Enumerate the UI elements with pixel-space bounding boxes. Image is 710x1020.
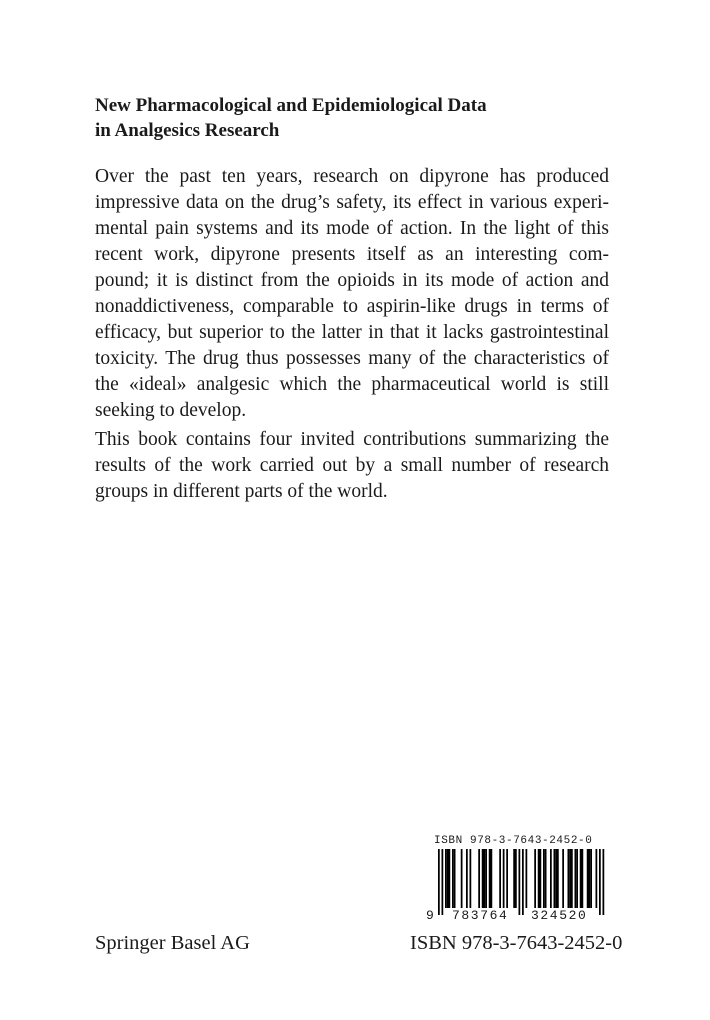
paragraph-line: Over the past ten years, research on dipyrone has produced: [95, 166, 609, 187]
barcode-bar: [482, 849, 484, 908]
barcode-bar: [555, 849, 557, 908]
barcode-bar: [478, 849, 480, 908]
paragraph-line: efficacy, but superior to the latter in that it lacks gastrointestinal: [95, 322, 609, 343]
barcode-digits-left: 783764: [452, 908, 509, 923]
barcode-digits-right: 324520: [531, 908, 588, 923]
barcode-bar: [543, 849, 545, 908]
barcode-bar: [499, 849, 501, 908]
barcode-isbn-label: ISBN 978-3-7643-2452-0: [434, 835, 593, 847]
barcode-bar: [503, 849, 505, 908]
paragraph-line: results of the work carried out by a small number of research: [95, 455, 609, 476]
barcode-bar: [599, 849, 601, 915]
description-paragraph-2: [95, 427, 609, 505]
barcode-digit-first: 9: [426, 908, 434, 923]
barcode-bar: [454, 849, 456, 908]
paragraph-line: This book contains four invited contributions summarizing the: [95, 429, 609, 450]
barcode-bar: [461, 849, 463, 908]
barcode-bar: [568, 849, 570, 908]
barcode-bar: [484, 849, 486, 908]
barcode-bar: [538, 849, 540, 908]
paragraph-line: recent work, dipyrone presents itself as an interesting com-: [95, 244, 609, 265]
barcode-bar: [550, 849, 552, 908]
barcode-bar: [515, 849, 517, 908]
barcode: [422, 835, 612, 927]
publisher-name: Springer Basel AG: [95, 932, 250, 954]
barcode-bar: [438, 849, 440, 915]
barcode-bar: [470, 849, 472, 908]
barcode-bar: [506, 849, 508, 908]
paragraph-line: toxicity. The drug thus possesses many of the characteristics of: [95, 348, 609, 369]
barcode-bar: [557, 849, 559, 908]
paragraph-line: pound; it is distinct from the opioids in its mode of action and: [95, 270, 609, 291]
paragraph-line: mental pain systems and its mode of action. In the light of this: [95, 218, 609, 239]
paragraph-line: seeking to develop.: [95, 400, 247, 421]
barcode-bar: [580, 849, 582, 908]
barcode-bar: [445, 849, 447, 908]
barcode-bar: [587, 849, 589, 908]
paragraph-line: impressive data on the drug’s safety, its effect in various experi-: [95, 192, 609, 213]
barcode-bar: [442, 849, 444, 915]
barcode-bars: [422, 849, 612, 915]
book-title: [95, 93, 615, 143]
barcode-bar: [534, 849, 536, 908]
barcode-bar: [589, 849, 591, 908]
barcode-bar: [513, 849, 515, 908]
barcode-bar: [540, 849, 542, 908]
barcode-bar: [590, 849, 592, 908]
barcode-bar: [596, 849, 598, 908]
barcode-bar: [545, 849, 547, 908]
barcode-bar: [519, 849, 521, 915]
barcode-bar: [522, 849, 524, 915]
barcode-bar: [452, 849, 454, 908]
barcode-bar: [447, 849, 449, 908]
barcode-bar: [569, 849, 571, 908]
title-line-1: New Pharmacological and Epidemiological Data: [95, 95, 487, 116]
barcode-bar: [575, 849, 577, 908]
barcode-bar: [603, 849, 605, 915]
barcode-bar: [576, 849, 578, 908]
barcode-bar: [485, 849, 487, 908]
barcode-bar: [526, 849, 528, 908]
paragraph-line: the «ideal» analgesic which the pharmaceutical world is still: [95, 374, 609, 395]
paragraph-line: nonaddictiveness, comparable to aspirin-like drugs in terms of: [95, 296, 609, 317]
barcode-bar: [489, 849, 491, 908]
barcode-bar: [466, 849, 468, 908]
barcode-bar: [554, 849, 556, 908]
paragraph-line: groups in different parts of the world.: [95, 481, 388, 502]
barcode-bar: [562, 849, 564, 908]
barcode-bar: [571, 849, 573, 908]
barcode-bar: [491, 849, 493, 908]
description-paragraph-1: [95, 164, 609, 424]
barcode-bar: [582, 849, 584, 908]
barcode-bar: [449, 849, 451, 908]
isbn-number: ISBN 978-3-7643-2452-0: [410, 932, 623, 954]
title-line-2: in Analgesics Research: [95, 120, 280, 141]
